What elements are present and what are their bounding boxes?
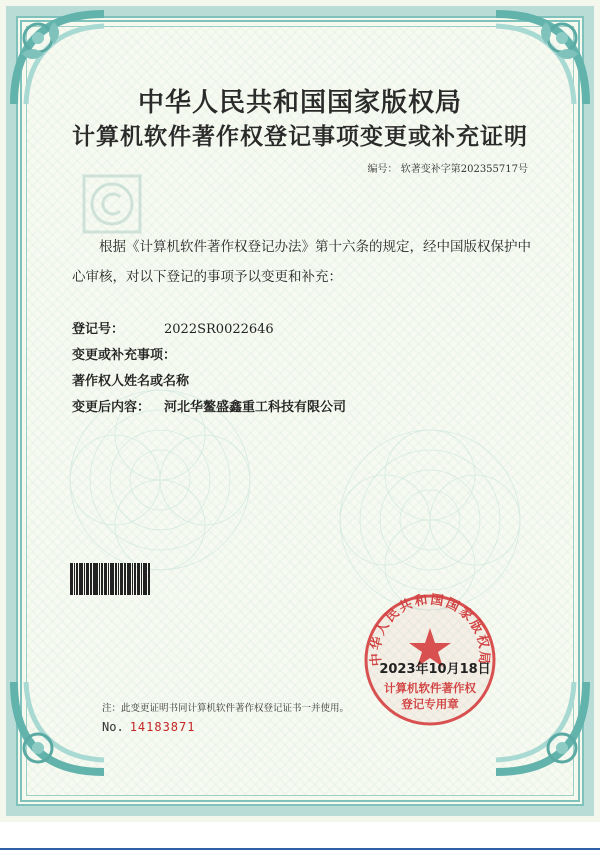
corner-ornament-icon bbox=[4, 672, 114, 782]
seal-text-line1: 计算机软件著作权 bbox=[384, 681, 476, 695]
corner-ornament-icon bbox=[486, 672, 596, 782]
certificate-number bbox=[368, 160, 528, 175]
serial-value: 14183871 bbox=[129, 720, 196, 734]
registration-value: 2022SR0022646 bbox=[164, 322, 274, 337]
change-item-value: 著作权人姓名或名称 bbox=[72, 374, 190, 389]
bottom-divider bbox=[0, 848, 600, 850]
copyright-watermark-icon bbox=[80, 172, 144, 236]
issuer-title: 中华人民共和国国家版权局 bbox=[137, 88, 462, 118]
change-item-label: 变更或补充事项： bbox=[72, 348, 177, 363]
seal-date: 2023年10月18日 bbox=[379, 662, 491, 677]
usage-note: 注：此变更证明书同计算机软件著作权登记证书一并使用。 bbox=[102, 703, 350, 714]
serial-number bbox=[102, 720, 195, 734]
seal-ring-text: 中华人民共和国国家版权局 bbox=[368, 592, 492, 667]
certificate-title: 计算机软件著作权登记事项变更或补充证明 bbox=[72, 123, 528, 150]
number-label: 编号： bbox=[367, 164, 398, 175]
registration-label: 登记号： bbox=[72, 322, 125, 337]
barcode-icon bbox=[70, 563, 158, 595]
number-value: 软著变补字第202355717号 bbox=[400, 164, 528, 175]
serial-label: No. bbox=[102, 720, 124, 734]
after-change-label: 变更后内容： bbox=[72, 400, 151, 415]
after-change-field bbox=[72, 396, 346, 415]
seal-text-line2: 登记专用章 bbox=[401, 697, 459, 711]
after-change-value: 河北华鳌盛鑫重工科技有限公司 bbox=[164, 400, 347, 415]
body-paragraph: 根据《计算机软件著作权登记办法》第十六条的规定，经中国版权保护中心审核，对以下登记的事项予以变更和补充： bbox=[72, 239, 531, 285]
registration-field bbox=[72, 318, 274, 337]
